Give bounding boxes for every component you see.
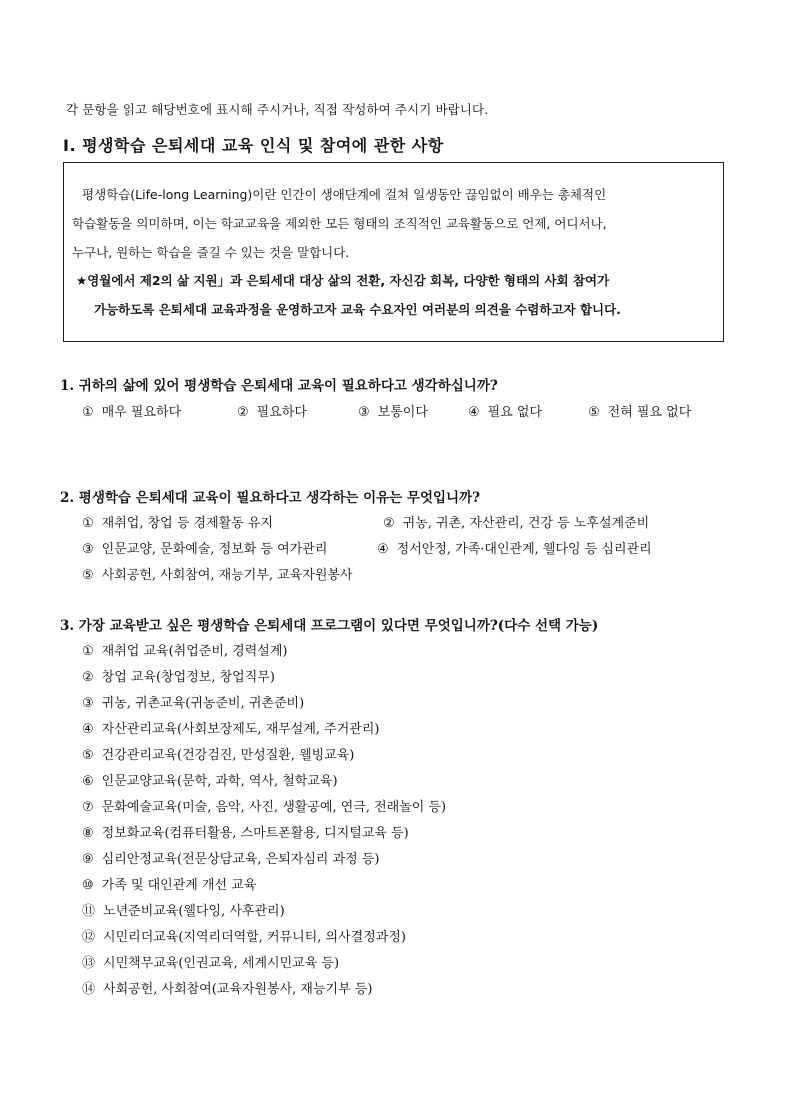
option-number: ③ xyxy=(82,696,94,711)
option-number: ⑭ xyxy=(82,982,96,997)
option-label: 인문교양, 문화예술, 정보화 등 여가관리 xyxy=(101,542,328,557)
q1-option-4[interactable] xyxy=(468,401,542,420)
option-label: 보통이다 xyxy=(377,405,428,420)
option-number: ⑦ xyxy=(82,800,94,815)
option-number: ⑧ xyxy=(82,826,94,841)
q3-option-8[interactable] xyxy=(82,822,409,841)
q1-title: 1. 귀하의 삶에 있어 평생학습 은퇴세대 교육이 필요하다고 생각하십니까? xyxy=(60,378,498,394)
option-label: 정서안정, 가족·대인관계, 웰다잉 등 심리관리 xyxy=(396,542,652,557)
option-number: ⑪ xyxy=(82,904,96,919)
option-label: 매우 필요하다 xyxy=(101,405,182,420)
option-number: ⑨ xyxy=(82,852,94,867)
option-label: 건강관리교육(건강검진, 만성질환, 웰빙교육) xyxy=(101,748,355,763)
q1-option-5[interactable] xyxy=(588,401,691,420)
option-number: ⑥ xyxy=(82,774,94,789)
option-number: ⑬ xyxy=(82,956,96,971)
option-number: ⑤ xyxy=(588,405,600,420)
option-label: 전혀 필요 없다 xyxy=(607,405,692,420)
option-label: 인문교양교육(문학, 과학, 역사, 철학교육) xyxy=(101,774,338,789)
q2-option-1[interactable] xyxy=(82,512,273,531)
q3-option-12[interactable] xyxy=(82,926,406,945)
option-number: ⑤ xyxy=(82,568,94,583)
instruction-text: 각 문항을 읽고 해당번호에 표시해 주시거나, 직접 작성하여 주시기 바랍니다. xyxy=(66,102,489,117)
option-label: 창업 교육(창업정보, 창업직무) xyxy=(101,670,275,685)
q3-option-14[interactable] xyxy=(82,978,372,997)
option-number: ⑤ xyxy=(82,748,94,763)
option-label: 귀농, 귀촌교육(귀농준비, 귀촌준비) xyxy=(101,696,305,711)
option-label: 시민리더교육(지역리더역할, 커뮤니티, 의사결정과정) xyxy=(103,930,406,945)
q1-option-3[interactable] xyxy=(358,401,428,420)
option-number: ④ xyxy=(377,542,389,557)
option-label: 가족 및 대인관계 개선 교육 xyxy=(101,878,257,893)
option-label: 사회공헌, 사회참여, 재능기부, 교육자원봉사 xyxy=(101,568,353,583)
option-number: ① xyxy=(82,516,94,531)
intro-box xyxy=(63,162,724,342)
option-number: ④ xyxy=(468,405,480,420)
q3-option-1[interactable] xyxy=(82,640,287,659)
q2-option-3[interactable] xyxy=(82,538,327,557)
option-label: 재취업, 창업 등 경제활동 유지 xyxy=(101,516,274,531)
option-number: ① xyxy=(82,644,94,659)
intro-line-4: ★영월에서 제2의 삶 지원」과 은퇴세대 대상 삶의 전환, 자신감 회복, 다양한 형태의 사회 참여가 xyxy=(76,273,610,288)
option-label: 재취업 교육(취업준비, 경력설계) xyxy=(101,644,288,659)
q1-option-2[interactable] xyxy=(237,401,307,420)
q3-option-11[interactable] xyxy=(82,900,285,919)
intro-line-1: 평생학습(Life-long Learning)이란 인간이 생애단계에 걸쳐 일생동안 끊임없이 배우는 총체적인 xyxy=(82,187,607,202)
q3-option-3[interactable] xyxy=(82,692,304,711)
option-label: 노년준비교육(웰다잉, 사후관리) xyxy=(103,904,285,919)
option-number: ④ xyxy=(82,722,94,737)
q3-title: 3. 가장 교육받고 싶은 평생학습 은퇴세대 프로그램이 있다면 무엇입니까?(다수 선택 가능) xyxy=(60,618,599,634)
q2-option-2[interactable] xyxy=(383,512,649,531)
option-label: 사회공헌, 사회참여(교육자원봉사, 재능기부 등) xyxy=(103,982,373,997)
option-number: ① xyxy=(82,405,94,420)
q2-title: 2. 평생학습 은퇴세대 교육이 필요하다고 생각하는 이유는 무엇입니까? xyxy=(60,490,481,506)
option-number: ② xyxy=(383,516,395,531)
section-title: Ⅰ. 평생학습 은퇴세대 교육 인식 및 참여에 관한 사항 xyxy=(63,136,444,155)
q2-option-4[interactable] xyxy=(377,538,652,557)
q2-option-5[interactable] xyxy=(82,564,353,583)
intro-line-3: 누구나, 원하는 학습을 즐길 수 있는 것을 말합니다. xyxy=(72,245,350,260)
q3-option-6[interactable] xyxy=(82,770,338,789)
q1-option-1[interactable] xyxy=(82,401,181,420)
option-label: 필요 없다 xyxy=(487,405,543,420)
option-number: ③ xyxy=(82,542,94,557)
option-number: ② xyxy=(237,405,249,420)
intro-line-2: 학습활동을 의미하며, 이는 학교교육을 제외한 모든 형태의 조직적인 교육활동으로 언제, 어디서나, xyxy=(72,216,607,231)
option-number: ③ xyxy=(358,405,370,420)
q3-option-4[interactable] xyxy=(82,718,380,737)
option-label: 문화예술교육(미술, 음악, 사진, 생활공예, 연극, 전래놀이 등) xyxy=(101,800,447,815)
option-label: 심리안정교육(전문상담교육, 은퇴자심리 과정 등) xyxy=(101,852,380,867)
option-number: ⑩ xyxy=(82,878,94,893)
option-label: 귀농, 귀촌, 자산관리, 건강 등 노후설계준비 xyxy=(402,516,650,531)
q3-option-9[interactable] xyxy=(82,848,380,867)
q3-option-10[interactable] xyxy=(82,874,256,893)
option-label: 정보화교육(컴퓨터활용, 스마트폰활용, 디지털교육 등) xyxy=(101,826,409,841)
q3-option-13[interactable] xyxy=(82,952,339,971)
option-number: ⑫ xyxy=(82,930,96,945)
option-number: ② xyxy=(82,670,94,685)
option-label: 필요하다 xyxy=(256,405,307,420)
q3-option-7[interactable] xyxy=(82,796,446,815)
option-label: 자산관리교육(사회보장제도, 재무설계, 주거관리) xyxy=(101,722,380,737)
q3-option-2[interactable] xyxy=(82,666,275,685)
intro-line-5: 가능하도록 은퇴세대 교육과정을 운영하고자 교육 수요자인 여러분의 의견을 수렴하고자 합니다. xyxy=(94,302,621,317)
q3-option-5[interactable] xyxy=(82,744,354,763)
option-label: 시민책무교육(인권교육, 세계시민교육 등) xyxy=(103,956,340,971)
